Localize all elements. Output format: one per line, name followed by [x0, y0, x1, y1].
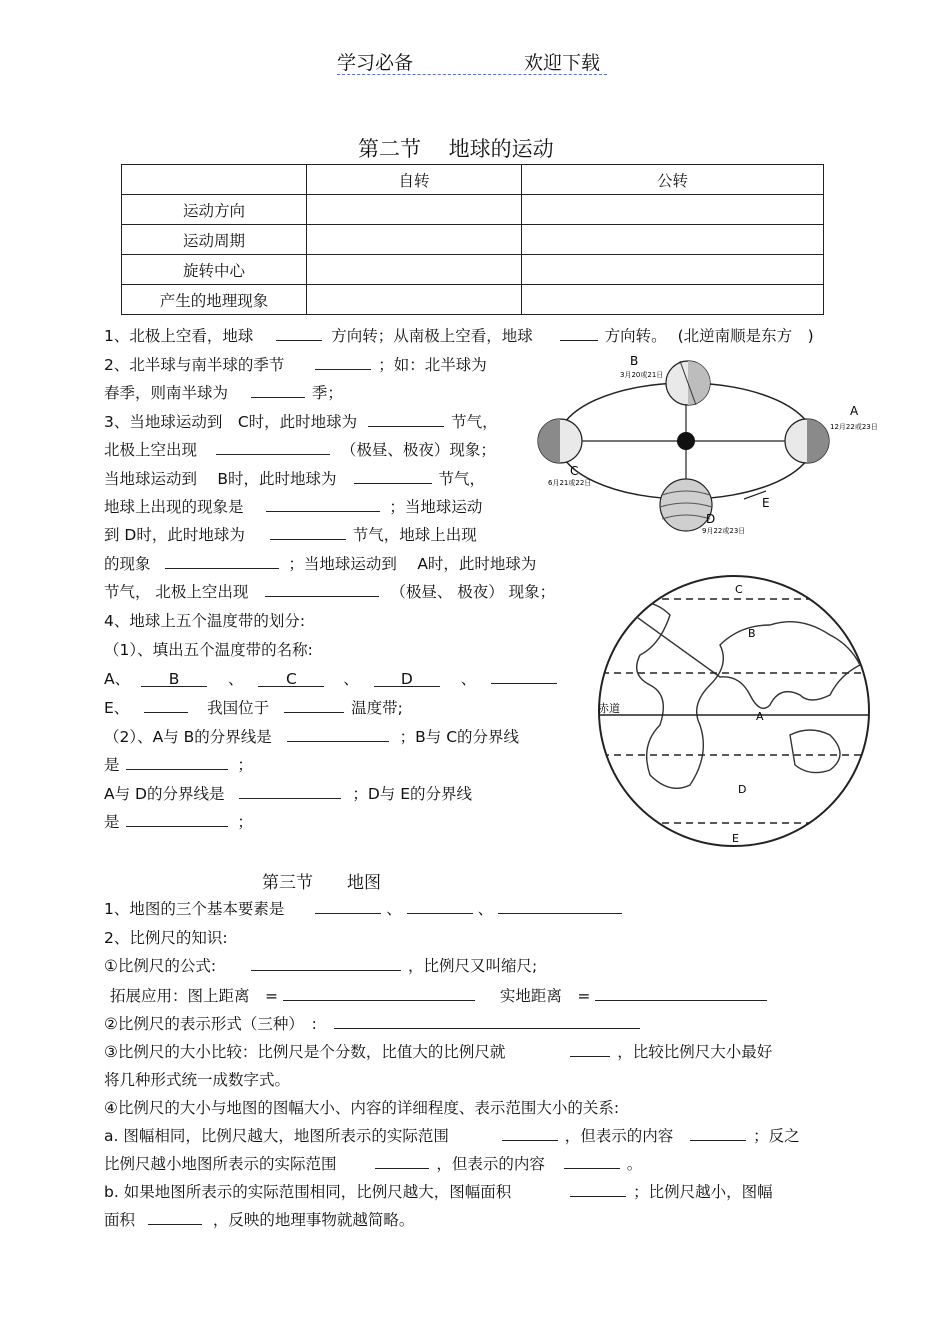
answer-blank[interactable]: [270, 523, 346, 540]
text: 我国位于: [207, 699, 270, 717]
answer-blank[interactable]: [560, 324, 598, 341]
text: ；: [237, 813, 253, 831]
table-cell[interactable]: [307, 255, 522, 285]
col-rotation: 自转: [307, 165, 522, 195]
table-cell: [122, 165, 307, 195]
answer-blank[interactable]: [502, 1124, 558, 1141]
label-a: A: [850, 404, 859, 418]
s3-forms: [104, 1012, 640, 1034]
globe-outline: [599, 576, 869, 846]
answer-blank[interactable]: [283, 984, 475, 1001]
question-3-line4: [104, 495, 482, 517]
question-2-line1: [104, 353, 487, 375]
header-right: 欢迎下载: [524, 52, 601, 74]
answer-blank[interactable]: [690, 1124, 746, 1141]
text: ，比较比例尺大小最好: [617, 1043, 773, 1061]
text: 温度带;: [351, 699, 403, 717]
s3-compare: [104, 1040, 772, 1062]
s3-compare-2: 将几种形式统一成数字式。: [104, 1071, 291, 1089]
text: 面积: [104, 1211, 136, 1229]
question-4-sub2-line4: [104, 810, 253, 832]
text: 。: [626, 1155, 643, 1173]
answer-blank[interactable]: [284, 696, 344, 713]
text: 节气， 北极上空出现: [104, 583, 249, 601]
text: 当地球运动到 B时，此时地球为: [104, 470, 337, 488]
zone-label-a: A: [756, 710, 764, 723]
table-cell[interactable]: [307, 285, 522, 315]
text: 节气，地球上出现: [352, 526, 477, 544]
answer-blank[interactable]: [165, 552, 279, 569]
text: 季；: [311, 384, 343, 402]
answer-blank[interactable]: [491, 667, 557, 684]
text: ①比例尺的公式:: [104, 957, 217, 975]
s3-relation: ④比例尺的大小与地图的图幅大小、内容的详细程度、表示范围大小的关系:: [104, 1099, 620, 1117]
question-1: [104, 324, 814, 346]
answer-blank[interactable]: [239, 782, 341, 799]
s3-a-line1: [104, 1124, 800, 1146]
answer-blank[interactable]: C: [258, 670, 324, 687]
answer-blank[interactable]: D: [374, 670, 440, 687]
answer-blank[interactable]: [315, 353, 371, 370]
text: ②比例尺的表示形式（三种） :: [104, 1015, 317, 1033]
answer-blank[interactable]: [251, 954, 401, 971]
text: ；比例尺越小，图幅: [633, 1183, 773, 1201]
table-row: [122, 195, 824, 225]
text: 3、当地球运动到 C时，此时地球为: [104, 413, 358, 431]
row-label: 运动方向: [122, 195, 307, 225]
question-4-sub2-line1: [104, 725, 519, 747]
date-d: 9月22或23日: [702, 527, 746, 535]
text: E、: [104, 699, 130, 717]
text: （2）、A与 B的分界线是: [104, 728, 272, 746]
text: ；当地球运动: [389, 498, 483, 516]
text: 2、北半球与南半球的季节: [104, 356, 285, 374]
answer-blank[interactable]: [595, 984, 767, 1001]
answer-blank[interactable]: [265, 580, 379, 597]
label-e: E: [762, 496, 770, 510]
world-map-zones: [580, 565, 890, 865]
motion-table: [121, 164, 824, 315]
text: 1、地图的三个基本要素是: [104, 900, 285, 918]
table-row: [122, 285, 824, 315]
s3-question-1: [104, 897, 622, 919]
section2-title: 第二节 地球的运动: [358, 137, 554, 161]
earth-orbit-diagram: [530, 345, 890, 545]
equator-label: 赤道: [598, 702, 620, 715]
text: 、: [227, 670, 244, 688]
question-3-line1: [104, 410, 498, 432]
text: 节气，: [451, 413, 498, 431]
question-3-line5: [104, 523, 477, 545]
text: 、: [343, 670, 359, 688]
answer-blank[interactable]: [216, 438, 330, 455]
text: 地球上出现的现象是: [104, 498, 244, 516]
text: 到 D时，此时地球为: [104, 526, 245, 544]
header-left: 学习必备: [337, 52, 414, 74]
answer-blank[interactable]: [570, 1040, 610, 1057]
answer-blank[interactable]: [407, 897, 473, 914]
earth-b-icon: [666, 361, 710, 405]
question-4-sub1: （1）、填出五个温度带的名称:: [104, 641, 313, 659]
answer-blank[interactable]: [126, 753, 228, 770]
text: 、: [460, 670, 477, 688]
answer-blank[interactable]: [276, 324, 322, 341]
label-d: D: [706, 512, 716, 526]
sun-icon: [677, 432, 695, 450]
row-label: 产生的地理现象: [122, 285, 307, 315]
text: ；当地球运动到 A时，此时地球为: [288, 555, 537, 573]
question-3-line2: [104, 438, 496, 460]
zone-label-c: C: [735, 583, 743, 596]
date-a: 12月22或23日: [830, 423, 878, 431]
text: 是: [104, 813, 120, 831]
text: a. 图幅相同，比例尺越大，地图所表示的实际范围: [104, 1127, 449, 1145]
s3-b-line1: [104, 1180, 773, 1202]
question-3-line6: [104, 552, 536, 574]
answer-blank[interactable]: [564, 1152, 620, 1169]
s3-question-2: 2、比例尺的知识:: [104, 929, 228, 947]
answer-blank[interactable]: [266, 495, 380, 512]
text: 比例尺越小地图所表示的实际范围: [104, 1155, 337, 1173]
date-c: 6月21或22日: [548, 479, 592, 487]
table-cell[interactable]: [522, 255, 824, 285]
s3-formula: [104, 954, 537, 976]
text: (北逆南顺是东方 ): [677, 327, 814, 345]
date-b: 3月20或21日: [620, 371, 664, 379]
earth-c-icon: [538, 419, 582, 463]
text: ，比例尺又叫缩尺;: [408, 957, 538, 975]
col-revolution: 公转: [522, 165, 824, 195]
s3-a-line2: [104, 1152, 642, 1174]
zone-label-e: E: [732, 832, 739, 845]
row-label: 旋转中心: [122, 255, 307, 285]
label-c: C: [570, 464, 579, 478]
label-b: B: [630, 354, 639, 368]
question-4-zones: [104, 667, 557, 689]
text: 、: [386, 900, 402, 918]
table-row: [122, 165, 824, 195]
text: ；D与 E的分界线: [352, 785, 472, 803]
text: 拓展应用：图上距离 =: [110, 987, 278, 1005]
earth-d-icon: [660, 479, 712, 531]
question-3-line3: [104, 467, 485, 489]
answer-blank[interactable]: [334, 1012, 640, 1029]
text: 方向转。: [604, 327, 667, 345]
table-cell[interactable]: [307, 225, 522, 255]
answer-blank[interactable]: [251, 381, 305, 398]
text: 实地距离 =: [499, 987, 591, 1005]
section3-title: 第三节 地图: [262, 873, 381, 893]
answer-blank[interactable]: [375, 1152, 429, 1169]
table-cell[interactable]: [522, 285, 824, 315]
answer-blank[interactable]: [498, 897, 622, 914]
text: （极昼、极夜）现象；: [340, 441, 496, 459]
question-3-line7: [104, 580, 555, 602]
zone-label-b: B: [748, 627, 756, 640]
question-4-title: 4、地球上五个温度带的划分:: [104, 612, 306, 630]
text: b. 如果地图所表示的实际范围相同，比例尺越大，图幅面积: [104, 1183, 512, 1201]
text: 是: [104, 756, 120, 774]
text: （极昼、 极夜） 现象；: [390, 583, 556, 601]
text: ；B与 C的分界线: [399, 728, 520, 746]
question-4-sub2-line2: [104, 753, 253, 775]
question-2-line2: [104, 381, 343, 403]
answer-blank[interactable]: [126, 810, 228, 827]
answer-blank[interactable]: B: [141, 670, 207, 687]
text: ；反之: [753, 1127, 800, 1145]
answer-blank[interactable]: [354, 467, 432, 484]
table-cell[interactable]: [307, 195, 522, 225]
answer-blank[interactable]: [368, 410, 444, 427]
text: ；: [237, 756, 253, 774]
table-row: [122, 255, 824, 285]
answer-blank[interactable]: [144, 696, 188, 713]
s3-b-line2: [104, 1208, 414, 1230]
text: ，但表示的内容: [564, 1127, 674, 1145]
answer-blank[interactable]: [287, 725, 389, 742]
question-4-e: [104, 696, 403, 718]
earth-a-icon: [785, 419, 829, 463]
table-cell[interactable]: [522, 195, 824, 225]
text: A、: [104, 670, 131, 688]
text: ③比例尺的大小比较：比例尺是个分数，比值大的比例尺就: [104, 1043, 506, 1061]
answer-blank[interactable]: [570, 1180, 626, 1197]
row-label: 运动周期: [122, 225, 307, 255]
text: 节气，: [438, 470, 485, 488]
text: 方向转；从南极上空看，地球: [331, 327, 533, 345]
text: 的现象: [104, 555, 151, 573]
s3-extension: [110, 984, 767, 1006]
table-row: [122, 225, 824, 255]
zone-label-d: D: [738, 783, 747, 796]
table-cell[interactable]: [522, 225, 824, 255]
text: ，但表示的内容: [436, 1155, 545, 1173]
text: ，反映的地理事物就越简略。: [212, 1211, 415, 1229]
text: 、: [477, 900, 494, 918]
header-underline: [337, 74, 607, 75]
text: 1、北极上空看，地球: [104, 327, 254, 345]
text: 春季，则南半球为: [104, 384, 229, 402]
text: 北极上空出现: [104, 441, 198, 459]
answer-blank[interactable]: [315, 897, 381, 914]
text: A与 D的分界线是: [104, 785, 225, 803]
question-4-sub2-line3: [104, 782, 472, 804]
text: ；如：北半球为: [378, 356, 487, 374]
answer-blank[interactable]: [148, 1208, 202, 1225]
